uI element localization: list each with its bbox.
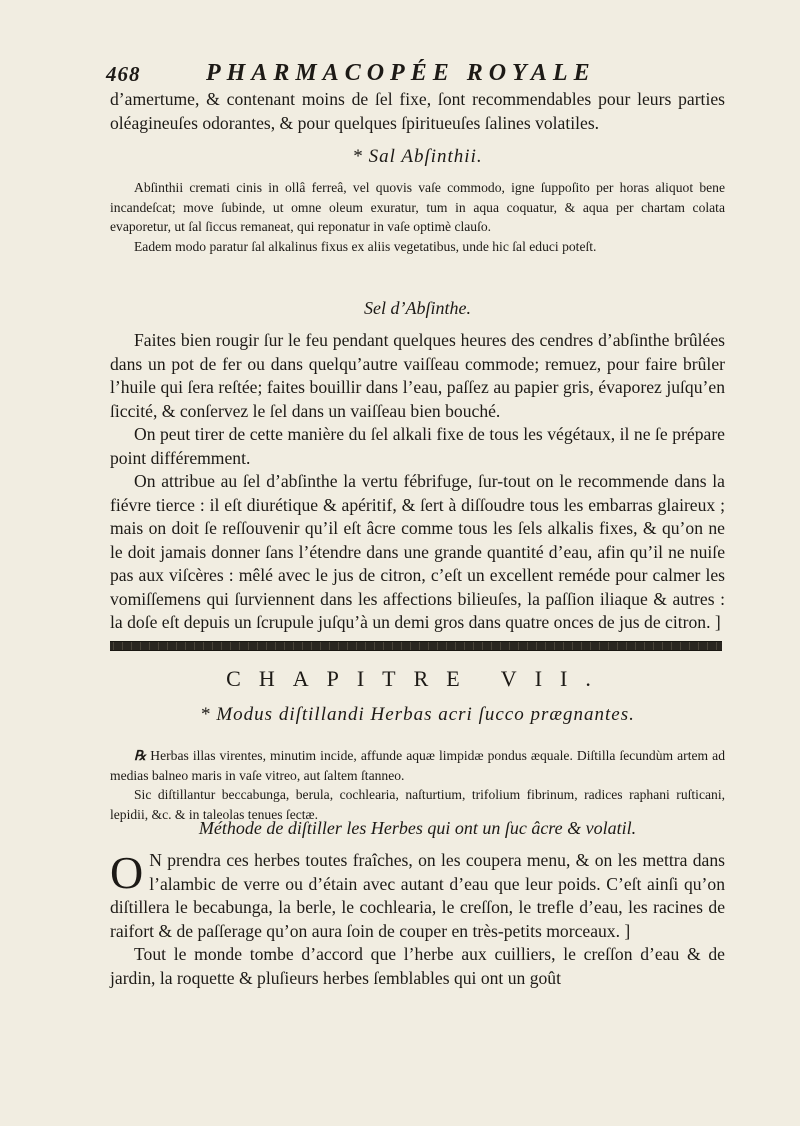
french-paragraph: On attribue au ſel d’abſinthe la vertu fébrifuge, ſur-tout on le recommende dans la fiévre tierce : il eſt diurétique & apéritif, & ſert à diſſoudre tous les embarras glaireux ; mais on doit ſe reſſouvenir qu’il eſt âcre comme tous les ſels alkalis fixes, & qu’on ne le doit jamais donner ſans l’étendre dans une grande quantité d’eau, afin qu’il ne nuiſe pas aux viſcères : mêlé avec le jus de citron, c’eſt un excellent reméde pour calmer les vomiſſemens qui ſurviennent dans les affections bilieuſes, la paſſion iliaque & autres : la doſe eſt depuis un ſcrupule juſqu’à un demi gros dans quatre onces de jus de citron. ] [110, 471, 725, 632]
section-sal-latin [110, 146, 725, 256]
latin-paragraph: Eadem modo paratur ſal alkalinus fixus ex aliis vegetatibus, unde hic ſal educi poteſt. [134, 238, 597, 254]
latin-paragraph: Abſinthii cremati cinis in ollâ ferreâ, vel quovis vaſe commodo, igne ſuppoſito per horas aliquot bene incandeſcat; move ſubinde, ut omne oleum exuratur, tum in aqua coquatur, & aqua per chartam colata evaporetur, ut ſal ſiccus remaneat, qui reponatur in vaſe optimè clauſo. [110, 180, 725, 234]
latin-paragraph: Herbas illas virentes, minutim incide, affunde aquæ limpidæ pondus æquale. Diſtilla ſecundùm artem ad medias balneo maris in vaſe vitreo, aut ſaltem ſtanneo. [110, 748, 725, 783]
running-title: PHARMACOPÉE ROYALE [206, 60, 596, 86]
chapter-french-block [110, 818, 725, 990]
french-paragraph: N prendra ces herbes toutes fraîches, on les coupera menu, & on les mettra dans l’alambic de verre ou d’étain avec autant d’eau que leur poids. C’eſt ainſi qu’on diſtillera le becabunga, la berle, le cochlearia, le creſſon, le trefle d’eau, les racines de raifort & de paſſerage qu’on aura ſoin de couper en très-petits morceaux. ] [110, 850, 725, 941]
intro-paragraph: d’amertume, & contenant moins de ſel fixe, ſont recommendables pour leurs parties oléagineuſes odorantes, & pour quelques ſpiritueuſes ſalines volatiles. [110, 89, 725, 133]
page-number: 468 [106, 62, 141, 86]
heading-sel-dabfinthe: Sel d’Abſinthe. [364, 298, 471, 318]
ornamental-rule [110, 641, 722, 651]
heading-modus-distillandi: * Modus diſtillandi Herbas acri ſucco prægnantes. [200, 704, 635, 725]
recipe-symbol: ℞ [134, 748, 147, 763]
drop-cap: O [110, 847, 144, 898]
chapter-title: CHAPITRE VII. [226, 666, 609, 691]
french-paragraph: Faites bien rougir ſur le feu pendant quelques heures des cendres d’abſinthe brûlées dans un pot de fer ou dans quelqu’autre vaiſſeau commode; remuez, pour faire brûler l’huile qui ſera reſtée; faites bouillir dans l’eau, paſſez au papier gris, évaporez juſqu’en ſiccité, & conſervez le ſel dans un vaiſſeau bien bouché. [110, 330, 725, 421]
chapter-latin-block [110, 746, 725, 824]
heading-methode: Méthode de diſtiller les Herbes qui ont un ſuc âcre & volatil. [198, 818, 637, 838]
chapter-heading-block [110, 666, 725, 726]
latin-paragraph: Sic diſtillantur beccabunga, berula, cochlearia, naſturtium, trifolium fibrinum, radices raphani ruſticani, lepidii, &c. & in taleolas tenues ſectæ. [110, 787, 725, 822]
section-sal-french [110, 298, 725, 635]
heading-sal-abfinthii: * Sal Abſinthii. [352, 146, 483, 167]
french-paragraph: Tout le monde tombe d’accord que l’herbe aux cuilliers, le creſſon d’eau & de jardin, la roquette & pluſieurs herbes ſemblables qui ont un goût [110, 944, 725, 988]
french-paragraph: On peut tirer de cette manière du ſel alkali fixe de tous les végétaux, il ne ſe prépare point différemment. [110, 424, 725, 468]
intro-paragraph-block [110, 88, 725, 135]
